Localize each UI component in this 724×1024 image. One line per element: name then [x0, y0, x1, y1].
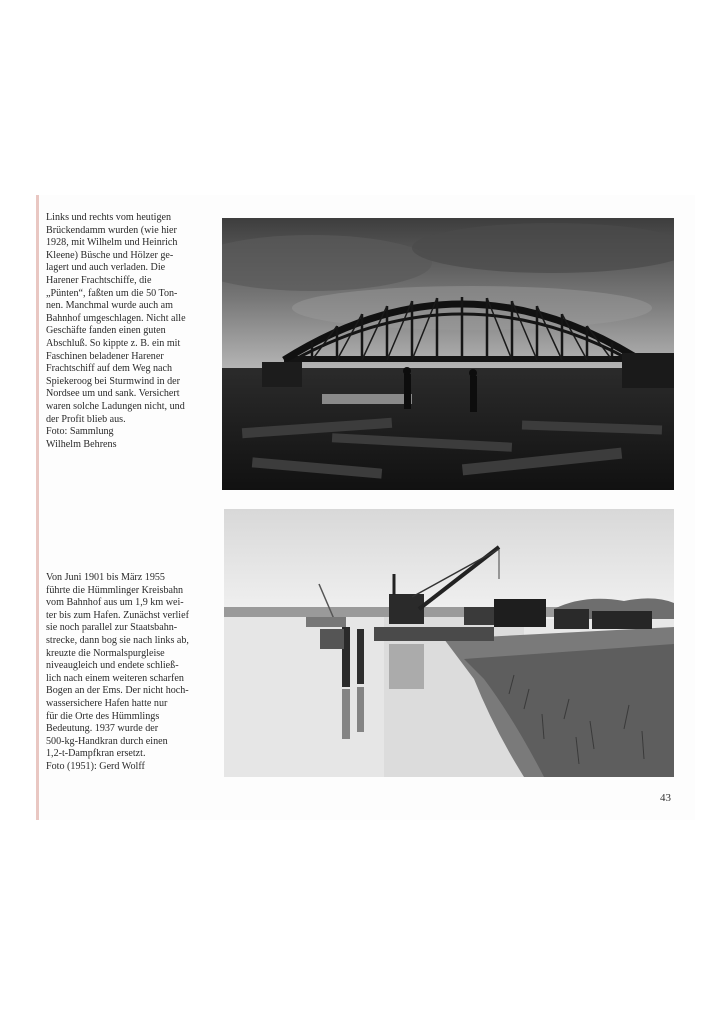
caption-line: nen. Manchmal wurde auch am: [46, 300, 173, 312]
caption-line: Brückendamm wurden (wie hier: [46, 224, 177, 236]
caption-line: Kleene) Büsche und Hölzer ge-: [46, 249, 174, 261]
photo-arch-bridge: [222, 218, 674, 490]
caption-line: Foto (1951): Gerd Wolff: [46, 760, 145, 772]
caption-line: führte die Hümmlinger Kreisbahn: [46, 584, 184, 596]
caption-line: Faschinen beladener Harener: [46, 350, 164, 362]
caption-line: Links und rechts vom heutigen: [46, 212, 172, 223]
caption-line: Foto: Sammlung: [46, 426, 114, 438]
caption-line: wassersichere Hafen hatte nur: [46, 697, 168, 709]
caption-line: sie noch parallel zur Staatsbahn-: [46, 622, 178, 634]
caption-line: lagert und auch verladen. Die: [46, 262, 166, 274]
caption-line: strecke, dann bog sie nach links ab,: [46, 634, 189, 646]
caption-line: Bahnhof umgeschlagen. Nicht alle: [46, 312, 186, 324]
caption-harbour: [46, 572, 216, 774]
caption-line: niveaugleich und endete schließ-: [46, 660, 179, 672]
caption-line: Geschäfte fanden einen guten: [46, 325, 166, 337]
caption-line: 1928, mit Wilhelm und Heinrich: [46, 237, 178, 249]
caption-line: ter bis zum Hafen. Zunächst verlief: [46, 609, 189, 621]
caption-line: 500-kg-Handkran durch einen: [46, 735, 168, 747]
caption-line: Bedeutung. 1937 wurde der: [46, 723, 159, 735]
caption-line: Nordsee um und sank. Versichert: [46, 388, 180, 400]
caption-line: vom Bahnhof aus um 1,9 km wei-: [46, 597, 184, 609]
caption-line: für die Orte des Hümmlings: [46, 710, 160, 722]
caption-line: 1,2-t-Dampfkran ersetzt.: [46, 748, 146, 760]
caption-line: Wilhelm Behrens: [46, 438, 117, 450]
page-number: 43: [660, 792, 671, 804]
caption-line: Abschluß. So kippte z. B. ein mit: [46, 337, 181, 349]
caption-line: waren solche Ladungen nicht, und: [46, 400, 185, 412]
caption-line: Von Juni 1901 bis März 1955: [46, 572, 165, 583]
caption-line: Frachtschiff auf dem Weg nach: [46, 363, 173, 375]
caption-bridge: [46, 212, 216, 451]
caption-line: Harener Frachtschiffe, die: [46, 274, 152, 286]
caption-line: Spiekeroog bei Sturmwind in der: [46, 375, 181, 387]
caption-line: Bogen an der Ems. Der nicht hoch-: [46, 685, 189, 697]
caption-line: „Pünten“, faßten um die 50 Ton-: [46, 287, 178, 299]
photo-harbour-crane: [224, 509, 674, 777]
caption-line: der Profit blieb aus.: [46, 413, 126, 425]
caption-line: kreuzte die Normalspurgleise: [46, 647, 165, 659]
caption-line: lich nach einem weiteren scharfen: [46, 672, 184, 684]
